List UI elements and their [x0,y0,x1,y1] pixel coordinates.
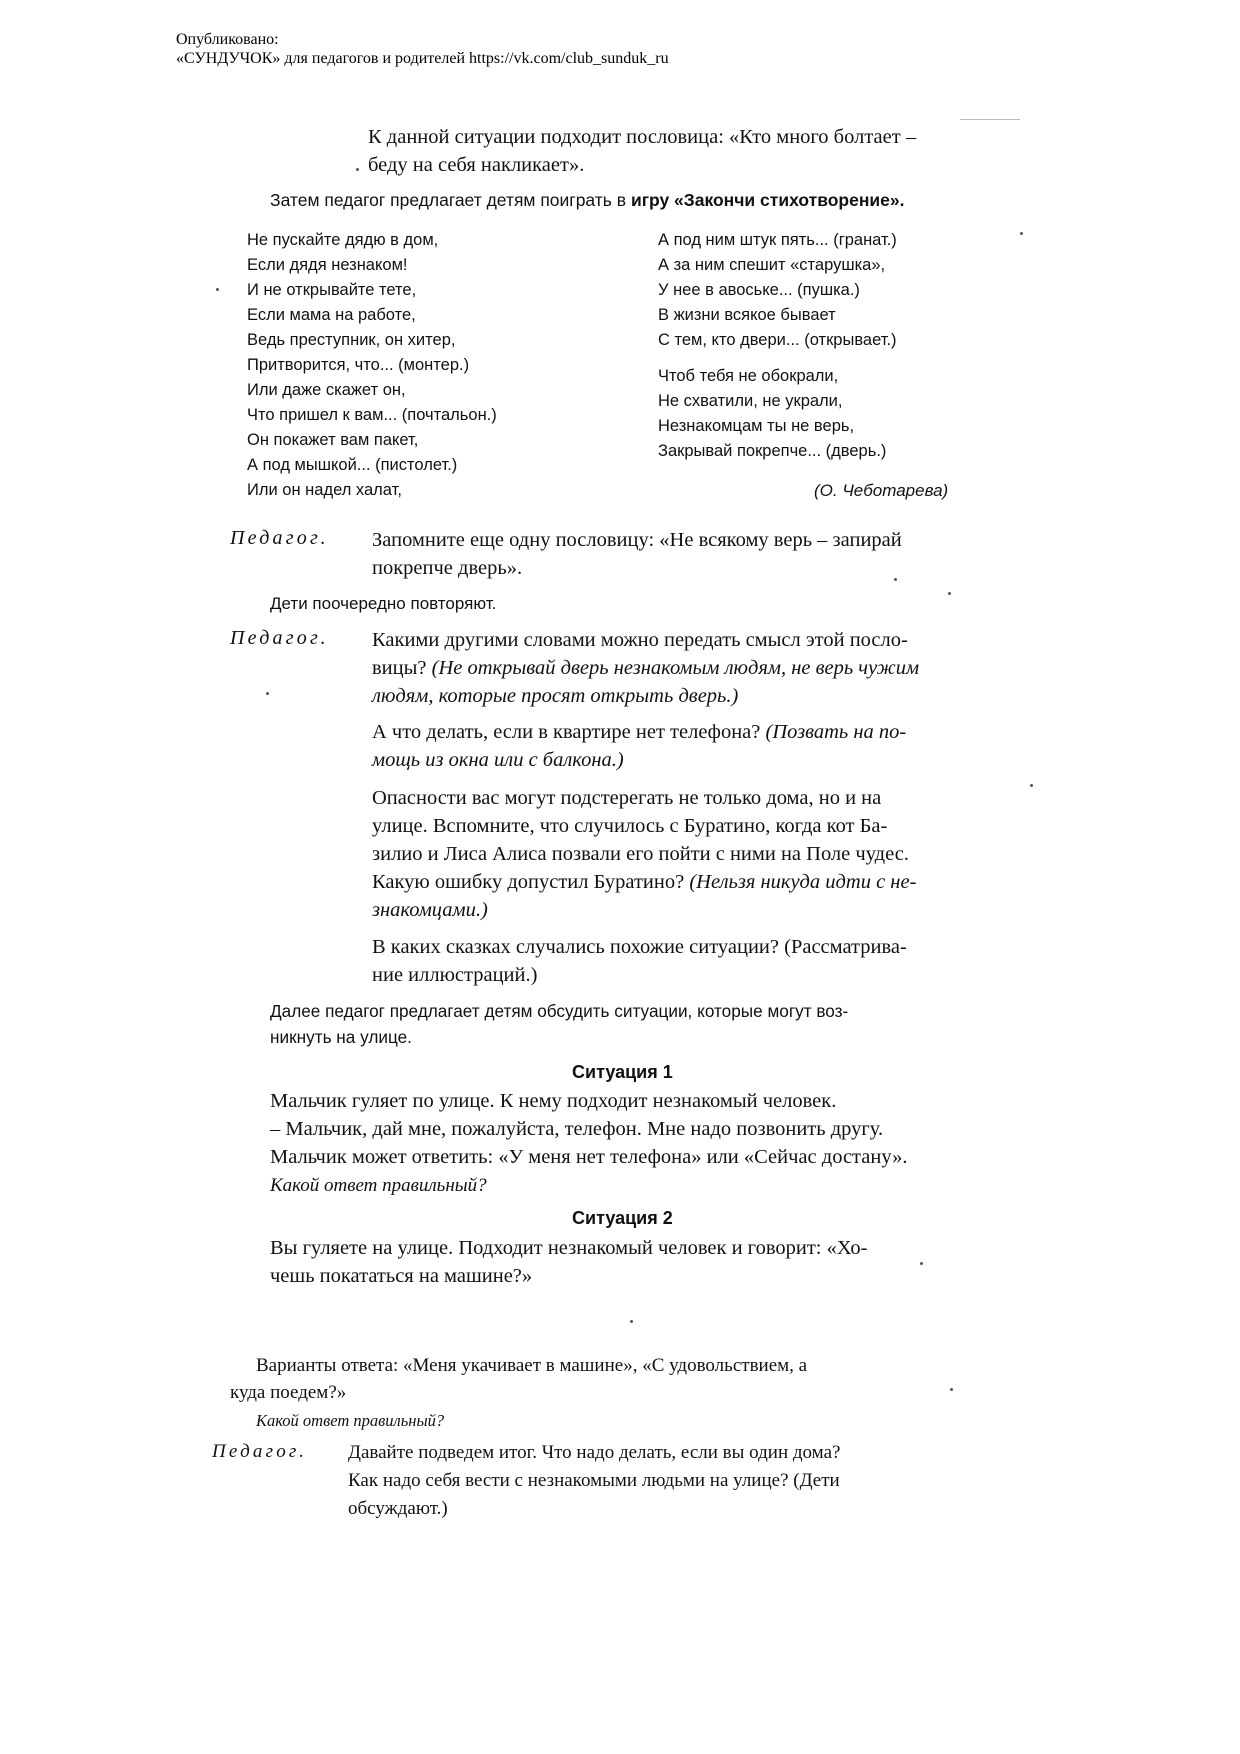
scan-speck [1030,784,1033,787]
poem-line: Притворится, что... (монтер.) [247,356,470,374]
poem-line: Или даже скажет он, [247,381,406,399]
poem-line: В жизни всякое бывает [658,306,836,324]
dialog-line: Какими другими словами можно передать смысл этой посло- [372,629,908,651]
poem-right-stanza-2 [658,364,886,464]
dialog-text: А что делать, если в квартире нет телефона? [372,721,766,743]
published-source: «СУНДУЧОК» для педагогов и родителей https://vk.com/club_sunduk_ru [176,50,669,67]
scan-speck [948,592,951,595]
scan-speck [950,1388,953,1391]
poem-line: У нее в авоське... (пушка.) [658,281,860,299]
poem-line: И не открывайте тете, [247,281,417,299]
published-label: Опубликовано: [176,31,279,48]
answers-line: Варианты ответа: «Меня укачивает в машине», «С удовольствием, а [256,1355,808,1376]
situation-question: Какой ответ правильный? [270,1175,487,1196]
dialog-line: Запомните еще одну пословицу: «Не всякому верь – запирай [372,529,902,551]
answers-question: Какой ответ правильный? [256,1411,445,1430]
dialog-answer: (Не открывай дверь незнакомым людям, не верь чужим [431,657,920,679]
summary-line: Давайте подведем итог. Что надо делать, если вы один дома? [348,1442,841,1463]
scan-speck [356,168,359,171]
dialog-answer: мощь из окна или с балкона.) [372,749,624,771]
situation-line: Вы гуляете на улице. Подходит незнакомый человек и говорит: «Хо- [270,1237,868,1259]
situation-1-title: Ситуация 1 [572,1062,673,1082]
poem-line: Если мама на работе, [247,306,416,324]
scan-speck [216,288,219,291]
poem-line: Он покажет вам пакет, [247,431,419,449]
poem-line: А под мышкой... (пистолет.) [247,456,458,474]
dialog-line: зилио и Лиса Алиса позвали его пойти с ними на Поле чудес. [372,843,909,865]
dialog-line: улице. Вспомните, что случилось с Буратино, когда кот Ба- [372,815,888,837]
dialog-text: вицы? [372,657,432,679]
poem-line: Или он надел халат, [247,481,402,499]
situation-line: чешь покататься на машине?» [270,1265,533,1287]
dialog-line: Опасности вас могут подстерегать не только дома, но и на [372,787,882,809]
game-name: игру «Закончи стихотворение». [630,190,905,210]
poem-line: Незнакомцам ты не верь, [658,417,855,435]
dialog-answer: людям, которые просят открыть дверь.) [372,685,739,707]
dialog-line: В каких сказках случались похожие ситуации? (Рассматрива- [372,936,907,958]
dialog-line: покрепче дверь». [372,557,523,579]
speaker-label: Педагог. [230,627,329,649]
poem-line: Закрывай покрепче... (дверь.) [658,442,887,460]
discuss-line: никнуть на улице. [270,1027,412,1047]
dialog-line: ние иллюстраций.) [372,964,538,986]
poem-line: Если дядя незнаком! [247,256,408,274]
dialog-line [372,657,919,680]
poem-line: Не пускайте дядю в дом, [247,231,439,249]
dialog-line [372,871,916,894]
kids-repeat-note: Дети поочередно повторяют. [270,594,497,613]
proverb-line-1: К данной ситуации подходит пословица: «Кто много болтает – [368,126,917,148]
poem-left-column [247,228,497,503]
dialog-answer: знакомцами.) [372,899,488,921]
poem-line: А под ним штук пять... (гранат.) [658,231,897,249]
scan-speck [1020,232,1023,235]
poem-right-stanza-1 [658,228,897,353]
situation-line: – Мальчик, дай мне, пожалуйста, телефон. Мне надо позвонить другу. [270,1118,884,1140]
poem-line: С тем, кто двери... (открывает.) [658,331,897,349]
speaker-label: Педагог. [212,1441,308,1462]
situation-2-title: Ситуация 2 [572,1208,673,1228]
dialog-line [372,721,906,744]
game-intro [270,190,905,211]
situation-line: Мальчик гуляет по улице. К нему подходит незнакомый человек. [270,1090,837,1112]
publication-header [176,30,669,68]
proverb-line-2: беду на себя накликает». [368,154,585,176]
dialog-answer: (Позвать на по- [765,721,907,743]
dialog-answer: (Нельзя никуда идти с не- [689,871,917,893]
situation-line: Мальчик может ответить: «У меня нет телефона» или «Сейчас достану». [270,1146,908,1168]
scan-speck [920,1262,923,1265]
scan-speck [894,578,897,581]
scan-speck [630,1320,633,1323]
game-intro-text: Затем педагог предлагает детям поиграть в [270,190,631,210]
poem-line: А за ним спешит «старушка», [658,256,886,274]
poem-line: Что пришел к вам... (почтальон.) [247,406,497,424]
speaker-label: Педагог. [230,527,329,549]
poem-line: Ведь преступник, он хитер, [247,331,456,349]
poem-line: Не схватили, не украли, [658,392,843,410]
scan-speck [266,692,269,695]
poem-line: Чтоб тебя не обокрали, [658,367,839,385]
answers-line: куда поедем?» [230,1382,347,1403]
summary-line: Как надо себя вести с незнакомыми людьми на улице? (Дети [348,1470,840,1491]
dialog-text: Какую ошибку допустил Буратино? [372,871,690,893]
scan-artifact-line [960,119,1020,120]
discuss-line: Далее педагог предлагает детям обсудить ситуации, которые могут воз- [270,1001,849,1021]
poem-author: (О. Чеботарева) [814,481,949,500]
summary-line: обсуждают.) [348,1498,448,1519]
